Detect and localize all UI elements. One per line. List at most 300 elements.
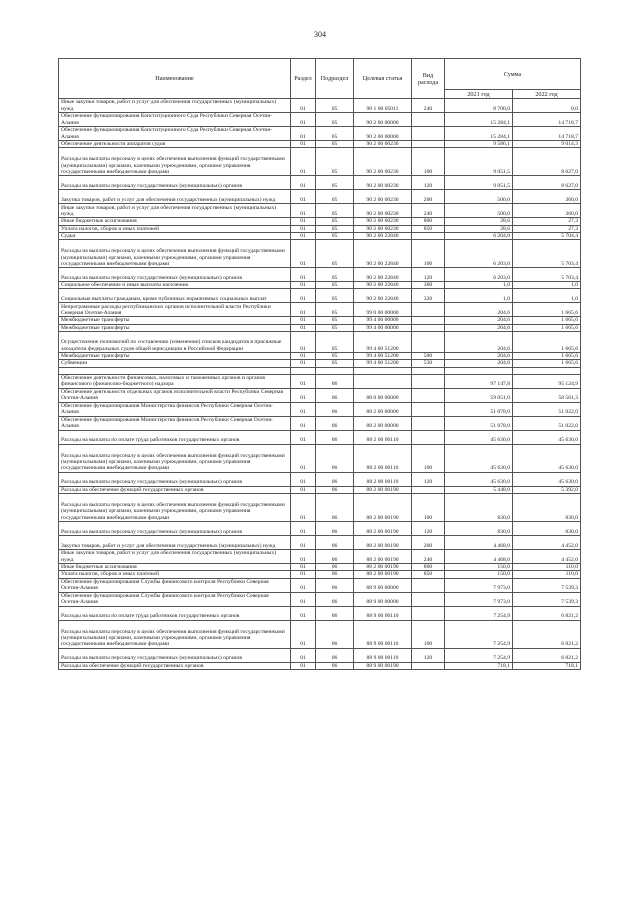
- row-section: 01: [291, 493, 316, 521]
- row-sum-2021: 150,0: [445, 571, 513, 578]
- row-sum-2022: 14 718,7: [513, 127, 581, 141]
- row-name: Межбюджетные трансферты: [59, 317, 291, 324]
- table-row: [59, 521, 581, 535]
- row-expense-type: [412, 127, 445, 141]
- row-expense-type: 120: [412, 648, 445, 662]
- row-expense-type: 800: [412, 218, 445, 225]
- table-row: [59, 289, 581, 303]
- row-subsection: 05: [316, 148, 354, 176]
- row-sum-2021: 15 284,1: [445, 127, 513, 141]
- row-sum-2021: 45 630,0: [445, 444, 513, 472]
- row-name: Обеспечение функционирования Конституционного Суда Республики Северная Осетия-Алания: [59, 127, 291, 141]
- header-target: Целевая статья: [354, 59, 412, 99]
- row-sum-2021: 4 468,0: [445, 535, 513, 549]
- row-target-code: 88 2 00 00000: [354, 416, 412, 430]
- row-subsection: 06: [316, 416, 354, 430]
- row-name: Обеспечение функционирования Министерства финансов Республики Северная Осетия-Алания: [59, 402, 291, 416]
- row-sum-2022: 1 665,6: [513, 360, 581, 367]
- row-name: Обеспечение деятельности отдельных органов исполнительной власти Республики Северная Осетия-Алания: [59, 388, 291, 402]
- row-sum-2022: 0,0: [513, 99, 581, 113]
- row-subsection: 06: [316, 374, 354, 388]
- header-subsection: Подраздел: [316, 59, 354, 99]
- row-subsection: 06: [316, 662, 354, 669]
- row-target-code: 99 4 00 51200: [354, 332, 412, 353]
- row-subsection: 05: [316, 240, 354, 268]
- row-target-code: 90 2 00 22840: [354, 240, 412, 268]
- row-name: Расходы на выплаты персоналу государственных (муниципальных) органов: [59, 648, 291, 662]
- row-expense-type: [412, 402, 445, 416]
- row-section: 01: [291, 225, 316, 232]
- row-target-code: 90 2 00 00230: [354, 204, 412, 218]
- row-section: 01: [291, 486, 316, 493]
- row-subsection: 06: [316, 648, 354, 662]
- row-subsection: 06: [316, 444, 354, 472]
- row-target-code: 88 2 00 00190: [354, 535, 412, 549]
- row-name: Расходы на обеспечение функций государственных органов: [59, 662, 291, 669]
- row-name: Расходы на выплаты персоналу в целях обеспечения выполнения функций государственными (муниципальными) органами, казенными учреждениями, органами управления государственными внебюджетными фондами: [59, 240, 291, 268]
- row-target-code: 88 9 00 00110: [354, 620, 412, 648]
- row-sum-2022: 45 630,0: [513, 472, 581, 486]
- row-expense-type: 100: [412, 444, 445, 472]
- row-name: Социальное обеспечение и иные выплаты населению: [59, 282, 291, 289]
- row-expense-type: [412, 416, 445, 430]
- row-sum-2022: 4 452,0: [513, 535, 581, 549]
- row-sum-2021: 6 203,0: [445, 240, 513, 268]
- row-sum-2021: 500,0: [445, 204, 513, 218]
- row-sum-2022: 5 703,4: [513, 240, 581, 268]
- row-target-code: 99 4 00 51200: [354, 353, 412, 360]
- row-section: 01: [291, 289, 316, 303]
- row-sum-2021: 830,0: [445, 521, 513, 535]
- row-subsection: [316, 367, 354, 374]
- row-sum-2021: 204,6: [445, 360, 513, 367]
- row-sum-2021: 718,1: [445, 662, 513, 669]
- row-sum-2022: 6 821,2: [513, 648, 581, 662]
- row-sum-2021: 6 204,0: [445, 232, 513, 239]
- table-row: [59, 268, 581, 282]
- row-sum-2022: 6 821,2: [513, 620, 581, 648]
- row-section: 01: [291, 563, 316, 570]
- row-subsection: 05: [316, 303, 354, 317]
- row-sum-2022: 51 022,0: [513, 402, 581, 416]
- row-sum-2022: 360,0: [513, 204, 581, 218]
- table-row: [59, 225, 581, 232]
- table-row: [59, 332, 581, 353]
- row-target-code: 88 0 00 00000: [354, 388, 412, 402]
- budget-table: [58, 58, 581, 670]
- table-row: [59, 486, 581, 493]
- row-target-code: 90 2 00 00230: [354, 141, 412, 148]
- row-name: Обеспечение функционирования Службы финансового контроля Республики Северная Осетия-Алания: [59, 592, 291, 606]
- row-section: 01: [291, 648, 316, 662]
- row-target-code: 99 4 00 51200: [354, 360, 412, 367]
- row-target-code: 88 9 00 00000: [354, 578, 412, 592]
- row-name: Обеспечение функционирования Конституционного Суда Республики Северная Осетия-Алания: [59, 113, 291, 127]
- row-expense-type: 530: [412, 360, 445, 367]
- row-sum-2021: 28,6: [445, 218, 513, 225]
- row-sum-2022: 830,0: [513, 493, 581, 521]
- row-section: 01: [291, 416, 316, 430]
- table-row: [59, 444, 581, 472]
- row-section: 01: [291, 232, 316, 239]
- row-target-code: 90 2 00 00230: [354, 190, 412, 204]
- row-target-code: 90 2 00 00230: [354, 176, 412, 190]
- row-section: 01: [291, 317, 316, 324]
- row-sum-2022: 1,0: [513, 282, 581, 289]
- row-target-code: 90 2 00 00230: [354, 148, 412, 176]
- row-sum-2022: 5 703,4: [513, 268, 581, 282]
- row-sum-2021: 9 051,5: [445, 148, 513, 176]
- row-section: 01: [291, 388, 316, 402]
- row-section: 01: [291, 240, 316, 268]
- table-row: [59, 374, 581, 388]
- row-subsection: 05: [316, 204, 354, 218]
- row-expense-type: 850: [412, 225, 445, 232]
- row-target-code: 88 2 00 00110: [354, 472, 412, 486]
- row-target-code: 90 2 00 00000: [354, 127, 412, 141]
- row-section: 01: [291, 535, 316, 549]
- row-sum-2021: 97 147,8: [445, 374, 513, 388]
- row-subsection: 06: [316, 620, 354, 648]
- row-sum-2021: 204,6: [445, 324, 513, 331]
- row-name: Уплата налогов, сборов и иных платежей: [59, 225, 291, 232]
- row-sum-2022: 8 627,0: [513, 148, 581, 176]
- row-sum-2022: 51 022,0: [513, 416, 581, 430]
- row-sum-2022: 58 561,3: [513, 388, 581, 402]
- row-section: 01: [291, 592, 316, 606]
- row-sum-2021: 28,6: [445, 225, 513, 232]
- row-sum-2021: 9 586,1: [445, 141, 513, 148]
- row-subsection: 06: [316, 571, 354, 578]
- table-body: [59, 99, 581, 670]
- row-subsection: 05: [316, 324, 354, 331]
- row-target-code: 88 9 00 00000: [354, 592, 412, 606]
- row-section: 01: [291, 549, 316, 563]
- table-row: [59, 232, 581, 239]
- row-section: 01: [291, 353, 316, 360]
- row-name: [59, 367, 291, 374]
- header-row: [59, 59, 581, 90]
- row-section: 01: [291, 268, 316, 282]
- table-row: [59, 549, 581, 563]
- row-expense-type: [412, 303, 445, 317]
- row-expense-type: 800: [412, 563, 445, 570]
- row-sum-2022: 718,1: [513, 662, 581, 669]
- row-sum-2022: 1 665,6: [513, 332, 581, 353]
- row-target-code: 90 2 00 22840: [354, 268, 412, 282]
- row-section: 01: [291, 324, 316, 331]
- row-sum-2022: 4 452,0: [513, 549, 581, 563]
- row-section: 01: [291, 444, 316, 472]
- row-name: Закупка товаров, работ и услуг для обеспечения государственных (муниципальных) нужд: [59, 535, 291, 549]
- table-row: [59, 571, 581, 578]
- row-name: Обеспечение деятельности аппаратов судов: [59, 141, 291, 148]
- row-sum-2021: 204,6: [445, 332, 513, 353]
- row-sum-2022: 110,0: [513, 563, 581, 570]
- row-sum-2021: 7 973,0: [445, 592, 513, 606]
- row-name: Обеспечение функционирования Министерства финансов Республики Северная Осетия-Алания: [59, 416, 291, 430]
- row-subsection: 05: [316, 113, 354, 127]
- row-subsection: 05: [316, 282, 354, 289]
- header-sum: Сумма: [445, 59, 581, 90]
- row-expense-type: 240: [412, 549, 445, 563]
- row-sum-2022: 1 665,6: [513, 317, 581, 324]
- row-target-code: 99 4 00 00000: [354, 317, 412, 324]
- row-sum-2022: 95 124,9: [513, 374, 581, 388]
- table-row: [59, 592, 581, 606]
- header-year-2022: 2022 год: [513, 90, 581, 99]
- row-target-code: 88 9 00 00110: [354, 606, 412, 620]
- row-expense-type: 300: [412, 282, 445, 289]
- row-sum-2022: 5 392,0: [513, 486, 581, 493]
- row-name: Расходы на выплаты по оплате труда работников государственных органов: [59, 430, 291, 444]
- row-sum-2022: 5 704,4: [513, 232, 581, 239]
- row-sum-2021: 59 051,0: [445, 388, 513, 402]
- row-subsection: 06: [316, 606, 354, 620]
- row-sum-2022: 45 630,0: [513, 444, 581, 472]
- row-expense-type: 200: [412, 535, 445, 549]
- row-sum-2021: 7 254,9: [445, 606, 513, 620]
- row-expense-type: [412, 113, 445, 127]
- row-subsection: 06: [316, 493, 354, 521]
- row-target-code: 88 2 00 00190: [354, 549, 412, 563]
- row-sum-2022: 7 539,3: [513, 578, 581, 592]
- row-section: 01: [291, 606, 316, 620]
- row-target-code: 88 2 00 00110: [354, 430, 412, 444]
- row-subsection: 06: [316, 388, 354, 402]
- row-subsection: 05: [316, 127, 354, 141]
- table-row: [59, 388, 581, 402]
- row-subsection: 06: [316, 486, 354, 493]
- row-section: 01: [291, 374, 316, 388]
- row-name: Судьи: [59, 232, 291, 239]
- row-target-code: [354, 367, 412, 374]
- row-target-code: 90 2 00 00230: [354, 218, 412, 225]
- row-target-code: 90 2 00 00000: [354, 113, 412, 127]
- row-subsection: 05: [316, 176, 354, 190]
- row-name: Расходы на выплаты персоналу в целях обеспечения выполнения функций государственными (муниципальными) органами, казенными учреждениями, органами управления государственными внебюджетными фондами: [59, 493, 291, 521]
- row-subsection: 05: [316, 317, 354, 324]
- row-section: 01: [291, 204, 316, 218]
- row-expense-type: 500: [412, 353, 445, 360]
- row-expense-type: 120: [412, 268, 445, 282]
- row-expense-type: [412, 606, 445, 620]
- row-target-code: 88 2 00 00190: [354, 486, 412, 493]
- row-subsection: 06: [316, 402, 354, 416]
- row-subsection: 05: [316, 141, 354, 148]
- row-name: Иные бюджетные ассигнования: [59, 218, 291, 225]
- row-name: Расходы на выплаты персоналу государственных (муниципальных) органов: [59, 176, 291, 190]
- row-name: Расходы на выплаты персоналу государственных (муниципальных) органов: [59, 268, 291, 282]
- row-sum-2021: 830,0: [445, 493, 513, 521]
- row-name: Расходы на выплаты персоналу в целях обеспечения выполнения функций государственными (муниципальными) органами, казенными учреждениями, органами управления государственными внебюджетными фондами: [59, 444, 291, 472]
- row-section: 01: [291, 578, 316, 592]
- row-sum-2021: 51 078,0: [445, 416, 513, 430]
- row-target-code: 99 4 00 00000: [354, 324, 412, 331]
- row-name: Закупка товаров, работ и услуг для обеспечения государственных (муниципальных) нужд: [59, 190, 291, 204]
- row-name: Уплата налогов, сборов и иных платежей: [59, 571, 291, 578]
- row-name: Расходы на выплаты персоналу государственных (муниципальных) органов: [59, 521, 291, 535]
- row-sum-2022: 8 627,0: [513, 176, 581, 190]
- row-expense-type: 240: [412, 99, 445, 113]
- table-row: [59, 190, 581, 204]
- row-section: 01: [291, 148, 316, 176]
- row-section: 01: [291, 521, 316, 535]
- row-section: 01: [291, 190, 316, 204]
- row-sum-2022: 110,0: [513, 571, 581, 578]
- row-section: 01: [291, 303, 316, 317]
- table-row: [59, 99, 581, 113]
- row-name: Субвенции: [59, 360, 291, 367]
- row-expense-type: 100: [412, 493, 445, 521]
- row-expense-type: 120: [412, 472, 445, 486]
- row-subsection: 06: [316, 563, 354, 570]
- row-subsection: 06: [316, 521, 354, 535]
- row-section: 01: [291, 662, 316, 669]
- row-expense-type: [412, 317, 445, 324]
- row-section: 01: [291, 282, 316, 289]
- row-expense-type: 100: [412, 620, 445, 648]
- row-section: 01: [291, 360, 316, 367]
- row-target-code: 90 2 00 22840: [354, 282, 412, 289]
- row-subsection: 05: [316, 360, 354, 367]
- row-name: Расходы на выплаты персоналу государственных (муниципальных) органов: [59, 472, 291, 486]
- row-target-code: 90 2 00 00230: [354, 225, 412, 232]
- header-type: Вид расхода: [412, 59, 445, 99]
- row-expense-type: 100: [412, 148, 445, 176]
- row-sum-2022: 1,0: [513, 289, 581, 303]
- row-sum-2022: 45 630,0: [513, 430, 581, 444]
- row-sum-2021: 7 973,0: [445, 578, 513, 592]
- row-section: [291, 367, 316, 374]
- row-name: Расходы на выплаты персоналу в целях обеспечения выполнения функций государственными (муниципальными) органами, казенными учреждениями, органами управления государственными внебюджетными фондами: [59, 620, 291, 648]
- row-subsection: 05: [316, 289, 354, 303]
- row-subsection: 05: [316, 218, 354, 225]
- row-target-code: 90 1 00 05011: [354, 99, 412, 113]
- row-target-code: 88 2 00 00190: [354, 521, 412, 535]
- row-expense-type: 120: [412, 176, 445, 190]
- row-sum-2022: 360,0: [513, 190, 581, 204]
- table-row: [59, 218, 581, 225]
- row-sum-2022: 9 014,3: [513, 141, 581, 148]
- row-sum-2021: 204,6: [445, 353, 513, 360]
- row-section: 01: [291, 113, 316, 127]
- table-row: [59, 416, 581, 430]
- row-target-code: [354, 374, 412, 388]
- row-expense-type: [412, 332, 445, 353]
- row-expense-type: 240: [412, 204, 445, 218]
- row-target-code: 90 2 00 22840: [354, 232, 412, 239]
- header-section: Раздел: [291, 59, 316, 99]
- row-expense-type: [412, 388, 445, 402]
- table-row: [59, 148, 581, 176]
- row-section: 01: [291, 571, 316, 578]
- row-section: 01: [291, 127, 316, 141]
- row-subsection: 05: [316, 268, 354, 282]
- row-sum-2021: 204,6: [445, 303, 513, 317]
- row-sum-2021: 500,0: [445, 190, 513, 204]
- row-expense-type: [412, 662, 445, 669]
- row-sum-2021: 7 254,9: [445, 620, 513, 648]
- row-sum-2021: 1,0: [445, 282, 513, 289]
- row-name: Обеспечение функционирования Службы финансового контроля Республики Северная Осетия-Алания: [59, 578, 291, 592]
- row-section: 01: [291, 402, 316, 416]
- table-row: [59, 578, 581, 592]
- row-subsection: 05: [316, 190, 354, 204]
- table-row: [59, 303, 581, 317]
- row-name: Расходы на выплаты персоналу в целях обеспечения выполнения функций государственными (муниципальными) органами, казенными учреждениями, органами управления государственными внебюджетными фондами: [59, 148, 291, 176]
- row-expense-type: 120: [412, 521, 445, 535]
- table-row: [59, 127, 581, 141]
- row-expense-type: 850: [412, 571, 445, 578]
- row-sum-2022: 1 665,6: [513, 324, 581, 331]
- row-section: 01: [291, 620, 316, 648]
- row-sum-2021: 204,6: [445, 317, 513, 324]
- row-expense-type: [412, 367, 445, 374]
- row-sum-2021: 150,0: [445, 563, 513, 570]
- row-name: Расходы на выплаты по оплате труда работников государственных органов: [59, 606, 291, 620]
- table-row: [59, 353, 581, 360]
- table-row: [59, 317, 581, 324]
- row-section: 01: [291, 99, 316, 113]
- row-sum-2021: 51 078,0: [445, 402, 513, 416]
- row-sum-2022: 1 665,6: [513, 303, 581, 317]
- row-name: Обеспечение деятельности финансовых, налоговых и таможенных органов и органов финансового (финансово-бюджетного) надзора: [59, 374, 291, 388]
- row-target-code: 88 2 00 00110: [354, 444, 412, 472]
- row-subsection: 06: [316, 549, 354, 563]
- row-sum-2021: 15 284,1: [445, 113, 513, 127]
- row-name: Межбюджетные трансферты: [59, 324, 291, 331]
- row-sum-2021: 9 051,5: [445, 176, 513, 190]
- row-subsection: 06: [316, 578, 354, 592]
- table-row: [59, 535, 581, 549]
- row-subsection: 05: [316, 225, 354, 232]
- table-row: [59, 367, 581, 374]
- row-expense-type: [412, 430, 445, 444]
- row-sum-2021: 45 630,0: [445, 430, 513, 444]
- table-row: [59, 648, 581, 662]
- row-sum-2022: 14 718,7: [513, 113, 581, 127]
- row-expense-type: [412, 486, 445, 493]
- table-row: [59, 620, 581, 648]
- row-section: 01: [291, 430, 316, 444]
- row-name: Непрограммные расходы республиканских органов исполнительной власти Республики Северная Осетия-Алания: [59, 303, 291, 317]
- row-subsection: 06: [316, 535, 354, 549]
- row-sum-2022: 7 539,3: [513, 592, 581, 606]
- row-target-code: 88 2 00 00000: [354, 402, 412, 416]
- table-row: [59, 662, 581, 669]
- row-expense-type: [412, 141, 445, 148]
- table-row: [59, 141, 581, 148]
- page-number: 304: [314, 30, 326, 39]
- table-row: [59, 240, 581, 268]
- row-sum-2021: 8 700,0: [445, 99, 513, 113]
- row-expense-type: [412, 232, 445, 239]
- row-sum-2021: 5 448,0: [445, 486, 513, 493]
- row-expense-type: [412, 592, 445, 606]
- table-row: [59, 176, 581, 190]
- row-section: 01: [291, 176, 316, 190]
- row-name: Межбюджетные трансферты: [59, 353, 291, 360]
- table-row: [59, 472, 581, 486]
- table-row: [59, 113, 581, 127]
- header-year-2021: 2021 год: [445, 90, 513, 99]
- row-section: 01: [291, 332, 316, 353]
- row-subsection: 05: [316, 99, 354, 113]
- row-expense-type: [412, 324, 445, 331]
- row-target-code: 88 9 00 00190: [354, 662, 412, 669]
- row-name: Расходы на обеспечение функций государственных органов: [59, 486, 291, 493]
